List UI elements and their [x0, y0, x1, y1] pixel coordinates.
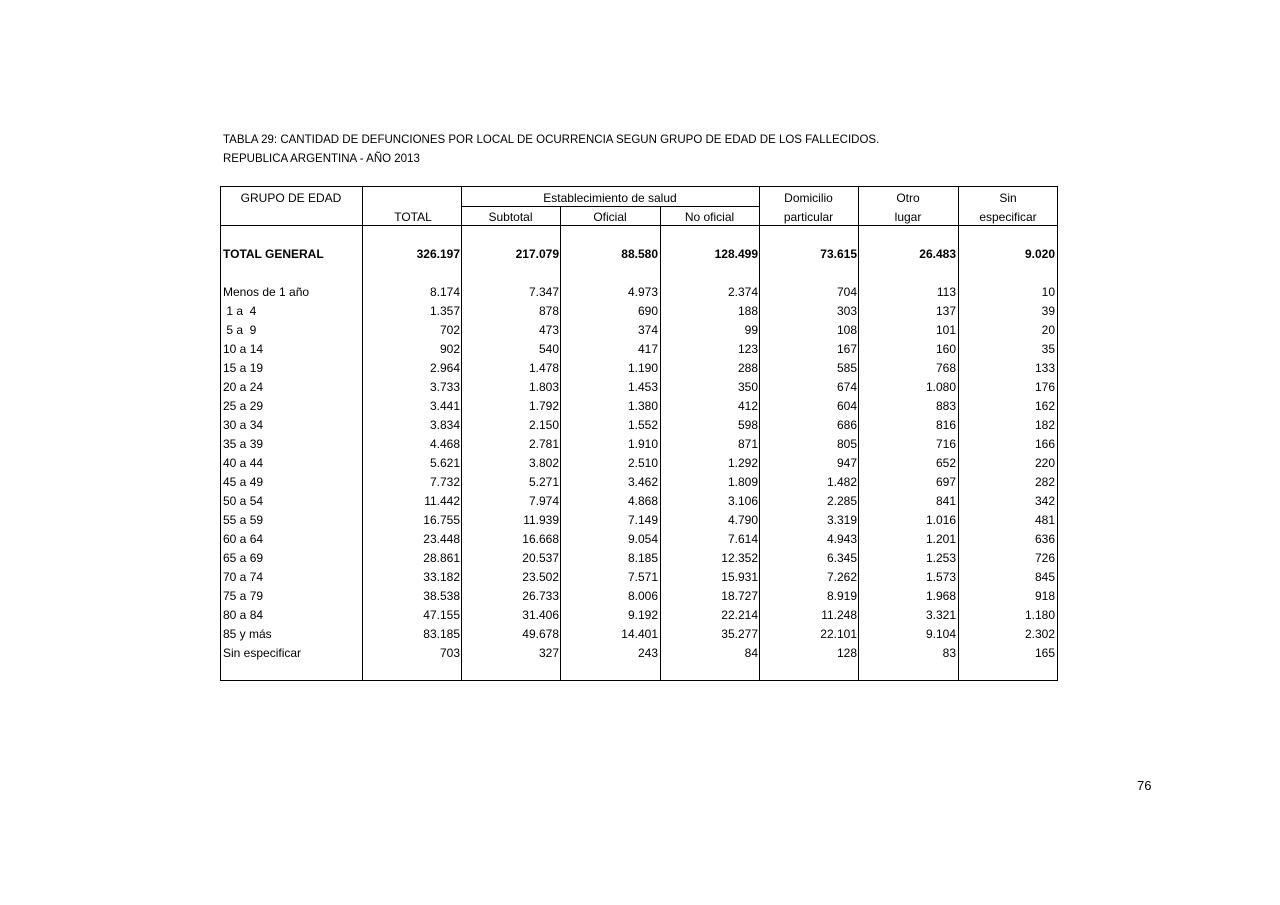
table-row-value: 1.809 [727, 475, 758, 489]
table-row-value: 2.302 [1024, 627, 1055, 641]
table-subtitle: REPUBLICA ARGENTINA - AÑO 2013 [223, 153, 420, 165]
column-divider [759, 186, 760, 681]
table-row-value: 16.755 [423, 513, 460, 527]
table-row-value: 9.192 [627, 608, 658, 622]
total-general-row-value: 26.483 [919, 247, 956, 261]
table-row-value: 883 [935, 399, 956, 413]
table-row-value: 704 [836, 285, 857, 299]
table-row-value: 871 [737, 437, 758, 451]
table-row-value: 412 [737, 399, 758, 413]
table-row-value: 162 [1034, 399, 1055, 413]
table-row-value: 83.185 [423, 627, 460, 641]
table-row-value: 342 [1034, 494, 1055, 508]
table-row-value: 8.174 [429, 285, 460, 299]
table-row-value: 7.149 [627, 513, 658, 527]
table-row-value: 1.253 [925, 551, 956, 565]
table-row-value: 7.347 [528, 285, 559, 299]
header-subtotal: Subtotal [488, 210, 533, 224]
table-row-label: 35 a 39 [223, 437, 264, 451]
table-row-value: 10 [1041, 285, 1055, 299]
table-row-value: 15.931 [721, 570, 758, 584]
table-row-value: 947 [836, 456, 857, 470]
column-divider [560, 206, 561, 681]
table-row-value: 1.292 [727, 456, 758, 470]
table-row-label: 20 a 24 [223, 380, 264, 394]
table-row-label: 15 a 19 [223, 361, 264, 375]
table-row-value: 2.150 [528, 418, 559, 432]
table-row-value: 1.080 [925, 380, 956, 394]
header-domicilio: Domicilio [784, 191, 833, 205]
table-row-value: 23.448 [423, 532, 460, 546]
table-row-value: 176 [1034, 380, 1055, 394]
column-divider [362, 186, 363, 681]
total-general-row-value: 73.615 [820, 247, 857, 261]
table-row-value: 3.733 [429, 380, 460, 394]
total-general-row-value: 128.499 [714, 247, 758, 261]
table-row-value: 84 [744, 646, 758, 660]
table-row-value: 108 [836, 323, 857, 337]
table-row-value: 652 [935, 456, 956, 470]
table-row-label: 50 a 54 [223, 494, 264, 508]
table-row-value: 11.248 [821, 608, 857, 622]
table-row-value: 598 [737, 418, 758, 432]
table-row-value: 3.441 [429, 399, 460, 413]
column-divider [461, 186, 462, 681]
table-row-value: 3.834 [429, 418, 460, 432]
table-row-value: 39 [1041, 304, 1055, 318]
header-oficial: Oficial [593, 210, 627, 224]
table-row-value: 18.727 [721, 589, 758, 603]
table-row-value: 22.101 [820, 627, 857, 641]
table-row-value: 1.573 [925, 570, 956, 584]
table-row-value: 31.406 [522, 608, 559, 622]
table-row-value: 1.478 [528, 361, 559, 375]
table-row-value: 845 [1034, 570, 1055, 584]
table-row-value: 9.054 [627, 532, 658, 546]
table-row-value: 686 [836, 418, 857, 432]
table-row-value: 6.345 [826, 551, 857, 565]
table-row-value: 11.442 [424, 494, 460, 508]
table-row-label: 30 a 34 [223, 418, 264, 432]
table-row-value: 1.552 [627, 418, 658, 432]
table-row-value: 4.790 [727, 513, 758, 527]
table-row-value: 1.453 [627, 380, 658, 394]
table-row-value: 1.357 [429, 304, 460, 318]
table-row-value: 2.510 [627, 456, 658, 470]
table-row-value: 22.214 [721, 608, 758, 622]
total-general-row-value: 9.020 [1024, 247, 1055, 261]
header-especificar: especificar [979, 210, 1037, 224]
table-row-value: 702 [439, 323, 460, 337]
table-row-value: 220 [1034, 456, 1055, 470]
table-row-value: 49.678 [522, 627, 559, 641]
column-divider [858, 186, 859, 681]
table-row-value: 878 [538, 304, 559, 318]
table-row-label: Menos de 1 año [223, 285, 310, 299]
table-row-value: 7.974 [528, 494, 559, 508]
table-row-value: 35.277 [721, 627, 758, 641]
table-row-value: 1.201 [925, 532, 956, 546]
table-row-value: 327 [538, 646, 559, 660]
table-row-value: 716 [935, 437, 956, 451]
table-row-value: 1.910 [627, 437, 658, 451]
table-row-value: 160 [935, 342, 956, 356]
table-row-value: 3.462 [627, 475, 658, 489]
table-row-value: 350 [737, 380, 758, 394]
table-row-value: 473 [538, 323, 559, 337]
table-row-value: 2.964 [429, 361, 460, 375]
column-divider [660, 206, 661, 681]
table-row-label: 60 a 64 [223, 532, 264, 546]
total-general-row-value: 217.079 [515, 247, 559, 261]
table-row-value: 47.155 [423, 608, 460, 622]
table-row-value: 133 [1034, 361, 1055, 375]
table-row-label: 55 a 59 [223, 513, 264, 527]
table-row-label: Sin especificar [223, 646, 302, 660]
table-row-value: 167 [836, 342, 857, 356]
table-row-value: 3.106 [727, 494, 758, 508]
table-row-value: 7.262 [826, 570, 857, 584]
header-bottom-line [220, 225, 1058, 226]
table-row-value: 20 [1041, 323, 1055, 337]
table-row-value: 3.319 [826, 513, 857, 527]
table-row-value: 3.802 [528, 456, 559, 470]
table-row-value: 540 [538, 342, 559, 356]
table-row-value: 7.614 [727, 532, 758, 546]
table-row-value: 585 [836, 361, 857, 375]
header-total: TOTAL [394, 210, 432, 224]
table-row-value: 243 [637, 646, 658, 660]
table-row-value: 4.468 [429, 437, 460, 451]
table-row-value: 3.321 [925, 608, 956, 622]
table-row-value: 8.919 [826, 589, 857, 603]
table-row-label: 45 a 49 [223, 475, 264, 489]
table-row-value: 14.401 [621, 627, 658, 641]
table-title: TABLA 29: CANTIDAD DE DEFUNCIONES POR LOCAL DE OCURRENCIA SEGUN GRUPO DE EDAD DE LOS FALLECIDOS. [223, 134, 880, 146]
table-row-value: 7.732 [429, 475, 460, 489]
table-row-value: 918 [1034, 589, 1055, 603]
table-row-label: 85 y más [223, 627, 272, 641]
table-row-value: 8.006 [627, 589, 658, 603]
table-row-value: 35 [1041, 342, 1055, 356]
header-lugar: lugar [894, 210, 922, 224]
table-row-label: 75 a 79 [223, 589, 264, 603]
table-row-label: 1 a 4 [223, 304, 257, 318]
table-row-value: 11.939 [523, 513, 559, 527]
table-row-label: 25 a 29 [223, 399, 264, 413]
table-row-value: 9.104 [925, 627, 956, 641]
table-row-value: 816 [935, 418, 956, 432]
header-no-oficial: No oficial [684, 210, 735, 224]
table-row-value: 1.803 [528, 380, 559, 394]
table-row-value: 374 [637, 323, 658, 337]
table-row-label: 10 a 14 [223, 342, 264, 356]
table-row-label: 80 a 84 [223, 608, 264, 622]
table-row-value: 20.537 [522, 551, 559, 565]
table-row-value: 282 [1034, 475, 1055, 489]
header-particular: particular [783, 210, 834, 224]
table-row-value: 674 [836, 380, 857, 394]
table-row-value: 101 [935, 323, 956, 337]
header-otro: Otro [896, 191, 920, 205]
table-row-value: 1.968 [925, 589, 956, 603]
table-row-value: 805 [836, 437, 857, 451]
header-divider [461, 206, 759, 207]
table-row-value: 12.352 [721, 551, 758, 565]
column-divider [958, 186, 959, 681]
table-row-value: 288 [737, 361, 758, 375]
table-row-value: 23.502 [522, 570, 559, 584]
table-row-value: 841 [935, 494, 956, 508]
table-row-value: 165 [1034, 646, 1055, 660]
table-row-value: 1.016 [925, 513, 956, 527]
table-row-value: 5.271 [528, 475, 559, 489]
table-row-value: 4.868 [627, 494, 658, 508]
table-row-value: 99 [744, 323, 758, 337]
header-sin: Sin [999, 191, 1017, 205]
page-number: 76 [1137, 778, 1152, 793]
table-row-value: 137 [935, 304, 956, 318]
table-row-value: 1.792 [528, 399, 559, 413]
table-row-label: 40 a 44 [223, 456, 264, 470]
table-row-value: 1.482 [826, 475, 857, 489]
total-general-row-value: 326.197 [416, 247, 460, 261]
table-row-value: 166 [1034, 437, 1055, 451]
table-row-value: 4.943 [826, 532, 857, 546]
table-row-value: 726 [1034, 551, 1055, 565]
table-row-value: 703 [439, 646, 460, 660]
table-row-value: 604 [836, 399, 857, 413]
table-row-value: 768 [935, 361, 956, 375]
table-row-value: 128 [836, 646, 857, 660]
header-grupo-edad: GRUPO DE EDAD [240, 191, 342, 205]
table-row-value: 1.380 [627, 399, 658, 413]
table-row-value: 83 [942, 646, 956, 660]
table-row-value: 1.180 [1024, 608, 1055, 622]
table-row-label: 70 a 74 [223, 570, 264, 584]
table-row-value: 28.861 [423, 551, 460, 565]
table-row-value: 4.973 [627, 285, 658, 299]
table-row-value: 188 [737, 304, 758, 318]
table-row-value: 2.781 [528, 437, 559, 451]
table-row-value: 303 [836, 304, 857, 318]
table-row-value: 38.538 [423, 589, 460, 603]
table-row-value: 33.182 [423, 570, 460, 584]
table-row-label: 5 a 9 [223, 323, 257, 337]
table-row-value: 113 [936, 285, 956, 299]
table-row-value: 7.571 [627, 570, 658, 584]
total-general-row-label: TOTAL GENERAL [223, 247, 324, 261]
table-row-label: 65 a 69 [223, 551, 264, 565]
table-row-value: 697 [935, 475, 956, 489]
table-row-value: 1.190 [627, 361, 658, 375]
table-row-value: 182 [1034, 418, 1055, 432]
table-row-value: 16.668 [522, 532, 559, 546]
table-row-value: 481 [1034, 513, 1055, 527]
table-row-value: 902 [439, 342, 460, 356]
table-row-value: 123 [737, 342, 758, 356]
table-row-value: 2.285 [826, 494, 857, 508]
header-establecimiento: Establecimiento de salud [543, 191, 677, 205]
table-row-value: 8.185 [627, 551, 658, 565]
total-general-row-value: 88.580 [621, 247, 658, 261]
table-row-value: 5.621 [429, 456, 460, 470]
table-row-value: 2.374 [727, 285, 758, 299]
table-row-value: 636 [1034, 532, 1055, 546]
table-row-value: 417 [637, 342, 658, 356]
table-row-value: 26.733 [522, 589, 559, 603]
table-row-value: 690 [637, 304, 658, 318]
